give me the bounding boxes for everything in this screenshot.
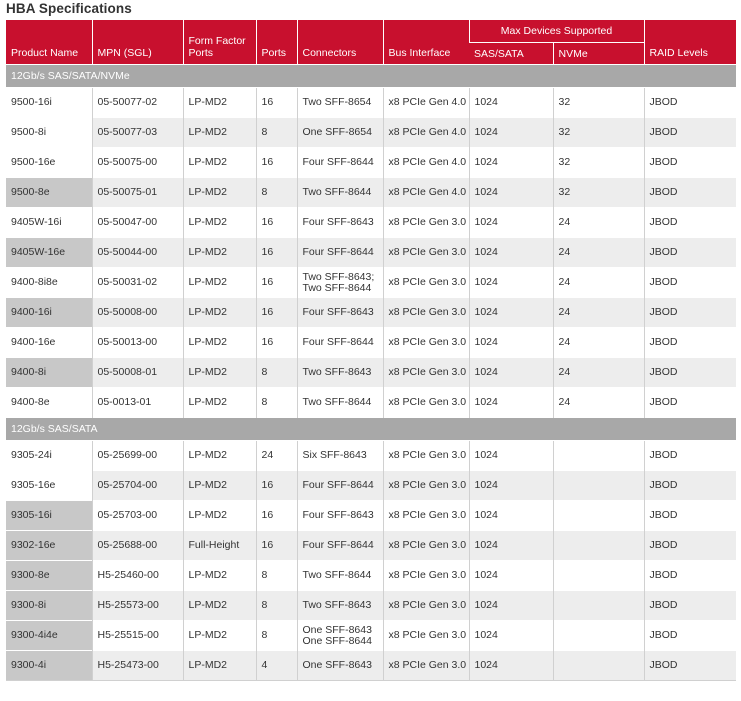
form-factor-cell: LP-MD2 [183,208,256,238]
connector-line: Two SFF-8644 [302,186,372,198]
ports-cell: 16 [256,208,297,238]
sas-sata-cell: 1024 [469,561,553,591]
nvme-cell [553,501,644,531]
connector-line: Two SFF-8644 [302,569,372,581]
sas-sata-cell: 1024 [469,471,553,501]
mpn-cell: 05-25699-00 [92,441,183,471]
product-name-cell: 9300-4i4e [6,621,92,651]
bus-interface-cell: x8 PCIe Gen 4.0 [383,178,469,208]
ports-cell: 16 [256,328,297,358]
spec-table-body [6,65,736,681]
connector-line: Two SFF-8644 [302,281,372,294]
table-row [6,501,736,531]
sas-sata-cell: 1024 [469,441,553,471]
header-product-name: Product Name [6,20,92,65]
sas-sata-cell: 1024 [469,501,553,531]
product-name-cell: 9305-16e [6,471,92,501]
section-row [6,418,736,441]
table-row [6,471,736,501]
header-sas-sata: SAS/SATA [469,43,553,65]
mpn-cell: 05-25703-00 [92,501,183,531]
mpn-cell: H5-25473-00 [92,651,183,681]
nvme-cell: 32 [553,118,644,148]
form-factor-cell: LP-MD2 [183,118,256,148]
connectors-cell [297,358,383,388]
connector-line: Two SFF-8654 [302,96,372,108]
bus-interface-cell: x8 PCIe Gen 3.0 [383,591,469,621]
header-nvme: NVMe [553,43,644,65]
sas-sata-cell: 1024 [469,208,553,238]
mpn-cell: 05-50047-00 [92,208,183,238]
connectors-cell [297,118,383,148]
ports-cell: 4 [256,651,297,681]
connectors-cell [297,178,383,208]
sas-sata-cell: 1024 [469,268,553,298]
product-name-cell: 9300-8e [6,561,92,591]
nvme-cell: 24 [553,388,644,418]
raid-levels-cell: JBOD [644,531,736,561]
sas-sata-cell: 1024 [469,298,553,328]
ports-cell: 16 [256,471,297,501]
table-row [6,88,736,118]
table-row [6,591,736,621]
nvme-cell: 24 [553,358,644,388]
bus-interface-cell: x8 PCIe Gen 3.0 [383,388,469,418]
sas-sata-cell: 1024 [469,358,553,388]
bus-interface-cell: x8 PCIe Gen 3.0 [383,328,469,358]
form-factor-cell: LP-MD2 [183,441,256,471]
mpn-cell: 05-0013-01 [92,388,183,418]
product-name-cell: 9400-8i8e [6,268,92,298]
raid-levels-cell: JBOD [644,178,736,208]
sas-sata-cell: 1024 [469,591,553,621]
raid-levels-cell: JBOD [644,328,736,358]
section-row [6,65,736,88]
mpn-cell: 05-25704-00 [92,471,183,501]
ports-cell: 24 [256,441,297,471]
product-name-cell: 9405W-16i [6,208,92,238]
form-factor-cell: LP-MD2 [183,501,256,531]
product-name-cell: 9400-8e [6,388,92,418]
connector-line: One SFF-8643 [302,659,372,671]
bus-interface-cell: x8 PCIe Gen 3.0 [383,561,469,591]
bus-interface-cell: x8 PCIe Gen 3.0 [383,268,469,298]
connector-line: Four SFF-8644 [302,539,374,551]
ports-cell: 8 [256,388,297,418]
raid-levels-cell: JBOD [644,621,736,651]
section-label: 12Gb/s SAS/SATA [6,418,736,441]
sas-sata-cell: 1024 [469,651,553,681]
form-factor-cell: LP-MD2 [183,388,256,418]
bus-interface-cell: x8 PCIe Gen 3.0 [383,238,469,268]
page-title: HBA Specifications [6,1,132,16]
table-row [6,531,736,561]
bus-interface-cell: x8 PCIe Gen 3.0 [383,531,469,561]
nvme-cell [553,441,644,471]
header-connectors: Connectors [297,20,383,65]
connector-line: Four SFF-8643 [302,509,374,521]
mpn-cell: 05-50031-02 [92,268,183,298]
mpn-cell: 05-50077-03 [92,118,183,148]
table-row [6,118,736,148]
connectors-cell [297,298,383,328]
table-row [6,328,736,358]
form-factor-cell: LP-MD2 [183,268,256,298]
connector-line: Four SFF-8644 [302,246,374,258]
connector-line: Four SFF-8644 [302,156,374,168]
nvme-cell: 32 [553,148,644,178]
nvme-cell [553,591,644,621]
sas-sata-cell: 1024 [469,88,553,118]
table-row [6,651,736,681]
table-row [6,178,736,208]
form-factor-cell: LP-MD2 [183,621,256,651]
product-name-cell: 9300-4i [6,651,92,681]
connectors-cell [297,621,383,651]
sas-sata-cell: 1024 [469,178,553,208]
raid-levels-cell: JBOD [644,88,736,118]
product-name-cell: 9405W-16e [6,238,92,268]
nvme-cell: 24 [553,298,644,328]
mpn-cell: H5-25573-00 [92,591,183,621]
sas-sata-cell: 1024 [469,328,553,358]
product-name-cell: 9500-16i [6,88,92,118]
mpn-cell: 05-50075-01 [92,178,183,208]
product-name-cell: 9500-8i [6,118,92,148]
form-factor-cell: Full-Height [183,531,256,561]
mpn-cell: 05-50075-00 [92,148,183,178]
ports-cell: 16 [256,268,297,298]
ports-cell: 16 [256,531,297,561]
raid-levels-cell: JBOD [644,501,736,531]
mpn-cell: 05-50008-00 [92,298,183,328]
table-row [6,388,736,418]
raid-levels-cell: JBOD [644,441,736,471]
product-name-cell: 9305-16i [6,501,92,531]
raid-levels-cell: JBOD [644,358,736,388]
nvme-cell [553,561,644,591]
raid-levels-cell: JBOD [644,298,736,328]
ports-cell: 8 [256,358,297,388]
product-name-cell: 9300-8i [6,591,92,621]
bus-interface-cell: x8 PCIe Gen 3.0 [383,651,469,681]
connectors-cell [297,591,383,621]
mpn-cell: 05-50008-01 [92,358,183,388]
connectors-cell [297,471,383,501]
mpn-cell: H5-25515-00 [92,621,183,651]
connectors-cell [297,531,383,561]
connector-line: Two SFF-8643; [302,270,375,283]
sas-sata-cell: 1024 [469,388,553,418]
ports-cell: 8 [256,178,297,208]
connector-line: Four SFF-8643 [302,306,374,318]
header-ports: Ports [256,20,297,65]
bus-interface-cell: x8 PCIe Gen 3.0 [383,208,469,238]
table-row [6,208,736,238]
table-row [6,238,736,268]
form-factor-cell: LP-MD2 [183,88,256,118]
connectors-cell [297,148,383,178]
ports-cell: 8 [256,621,297,651]
bus-interface-cell: x8 PCIe Gen 3.0 [383,471,469,501]
ports-cell: 16 [256,298,297,328]
connectors-cell [297,651,383,681]
table-row [6,148,736,178]
product-name-cell: 9400-16i [6,298,92,328]
form-factor-cell: LP-MD2 [183,561,256,591]
bus-interface-cell: x8 PCIe Gen 4.0 [383,118,469,148]
connector-line: Two SFF-8643 [302,599,372,611]
ports-cell: 8 [256,561,297,591]
connector-line: Four SFF-8643 [302,216,374,228]
connectors-cell [297,208,383,238]
ports-cell: 16 [256,148,297,178]
header-bus-interface: Bus Interface [383,20,469,65]
table-row [6,441,736,471]
connector-line: Two SFF-8644 [302,396,372,408]
table-row [6,621,736,651]
ports-cell: 16 [256,238,297,268]
raid-levels-cell: JBOD [644,471,736,501]
sas-sata-cell: 1024 [469,621,553,651]
form-factor-cell: LP-MD2 [183,148,256,178]
nvme-cell [553,531,644,561]
connectors-cell [297,328,383,358]
nvme-cell [553,651,644,681]
raid-levels-cell: JBOD [644,651,736,681]
bus-interface-cell: x8 PCIe Gen 4.0 [383,148,469,178]
raid-levels-cell: JBOD [644,208,736,238]
sas-sata-cell: 1024 [469,118,553,148]
table-row [6,268,736,298]
raid-levels-cell: JBOD [644,388,736,418]
connector-line: One SFF-8654 [302,126,372,138]
sas-sata-cell: 1024 [469,148,553,178]
mpn-cell: 05-50044-00 [92,238,183,268]
bus-interface-cell: x8 PCIe Gen 3.0 [383,441,469,471]
table-row [6,358,736,388]
connector-line: One SFF-8644 [302,634,372,647]
header-mpn: MPN (SGL) [92,20,183,65]
nvme-cell: 24 [553,328,644,358]
connectors-cell [297,561,383,591]
form-factor-cell: LP-MD2 [183,238,256,268]
product-name-cell: 9305-24i [6,441,92,471]
connectors-cell [297,88,383,118]
connector-line: One SFF-8643 [302,623,372,636]
form-factor-cell: LP-MD2 [183,591,256,621]
connectors-cell [297,238,383,268]
raid-levels-cell: JBOD [644,118,736,148]
mpn-cell: 05-50077-02 [92,88,183,118]
header-raid-levels: RAID Levels [644,20,736,65]
form-factor-cell: LP-MD2 [183,651,256,681]
connector-line: Four SFF-8644 [302,336,374,348]
form-factor-cell: LP-MD2 [183,471,256,501]
nvme-cell: 24 [553,268,644,298]
bus-interface-cell: x8 PCIe Gen 3.0 [383,298,469,328]
product-name-cell: 9400-8i [6,358,92,388]
ports-cell: 8 [256,591,297,621]
form-factor-cell: LP-MD2 [183,178,256,208]
connectors-cell [297,441,383,471]
connector-line: Two SFF-8643 [302,366,372,378]
bus-interface-cell: x8 PCIe Gen 3.0 [383,358,469,388]
raid-levels-cell: JBOD [644,268,736,298]
sas-sata-cell: 1024 [469,531,553,561]
nvme-cell: 24 [553,208,644,238]
product-name-cell: 9500-16e [6,148,92,178]
mpn-cell: 05-25688-00 [92,531,183,561]
raid-levels-cell: JBOD [644,561,736,591]
nvme-cell [553,621,644,651]
nvme-cell: 32 [553,88,644,118]
hba-spec-table [6,20,736,681]
raid-levels-cell: JBOD [644,238,736,268]
mpn-cell: H5-25460-00 [92,561,183,591]
bus-interface-cell: x8 PCIe Gen 3.0 [383,501,469,531]
form-factor-cell: LP-MD2 [183,298,256,328]
product-name-cell: 9500-8e [6,178,92,208]
connectors-cell [297,501,383,531]
connectors-cell [297,268,383,298]
ports-cell: 16 [256,88,297,118]
header-max-devices: Max Devices Supported [469,20,644,43]
ports-cell: 8 [256,118,297,148]
raid-levels-cell: JBOD [644,148,736,178]
sas-sata-cell: 1024 [469,238,553,268]
raid-levels-cell: JBOD [644,591,736,621]
nvme-cell: 32 [553,178,644,208]
table-row [6,298,736,328]
connector-line: Four SFF-8644 [302,479,374,491]
nvme-cell: 24 [553,238,644,268]
connectors-cell [297,388,383,418]
form-factor-cell: LP-MD2 [183,358,256,388]
connector-line: Six SFF-8643 [302,449,367,461]
nvme-cell [553,471,644,501]
form-factor-cell: LP-MD2 [183,328,256,358]
bus-interface-cell: x8 PCIe Gen 3.0 [383,621,469,651]
mpn-cell: 05-50013-00 [92,328,183,358]
table-row [6,561,736,591]
product-name-cell: 9302-16e [6,531,92,561]
bus-interface-cell: x8 PCIe Gen 4.0 [383,88,469,118]
header-form-factor: Form Factor Ports [183,20,256,65]
product-name-cell: 9400-16e [6,328,92,358]
ports-cell: 16 [256,501,297,531]
section-label: 12Gb/s SAS/SATA/NVMe [6,65,736,88]
